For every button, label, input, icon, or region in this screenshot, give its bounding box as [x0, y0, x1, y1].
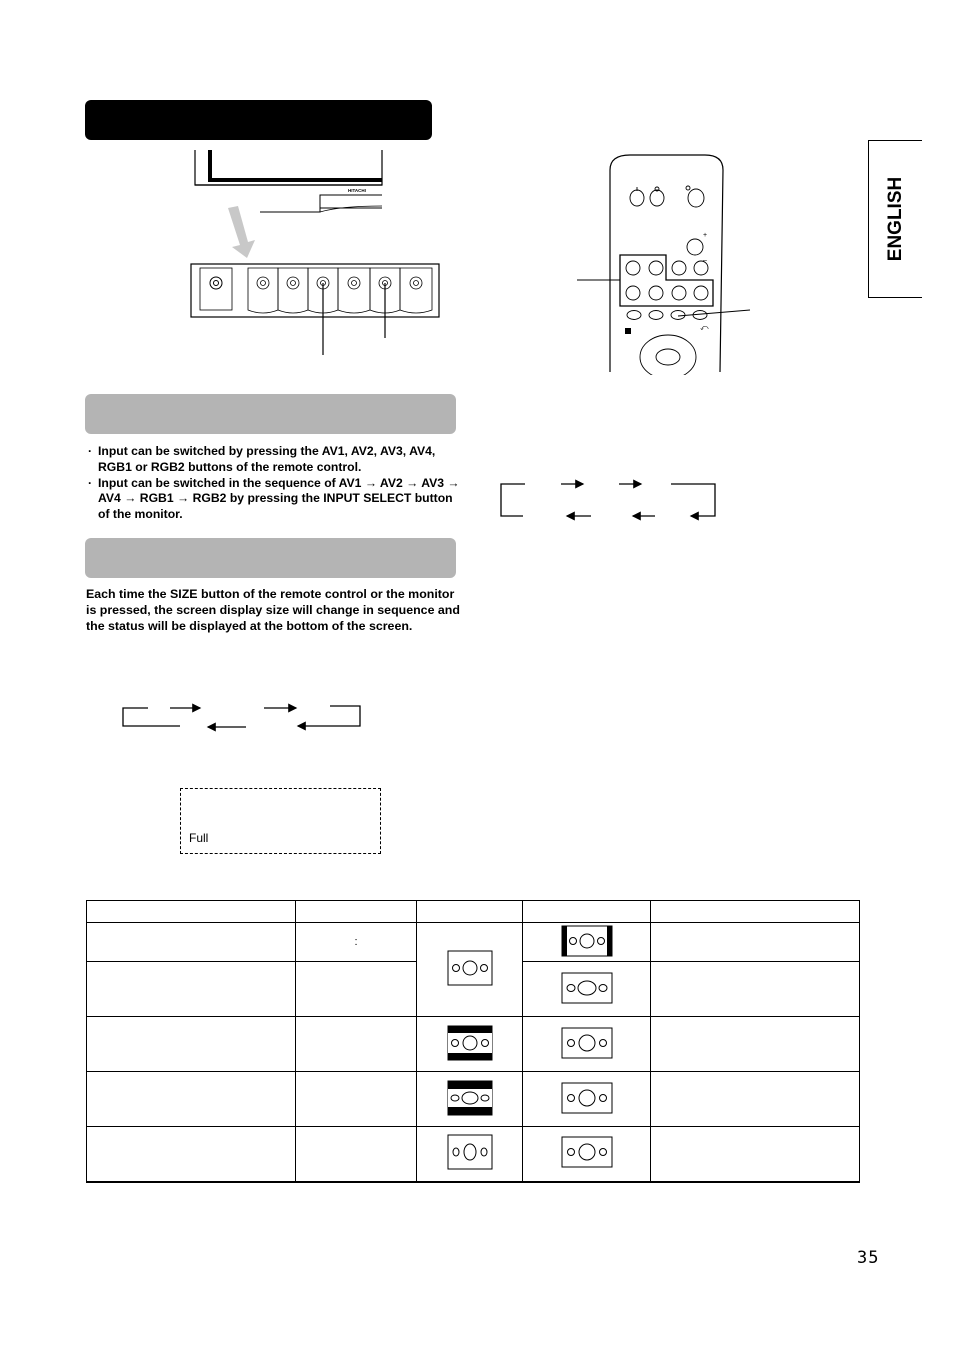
bullet-item — [86, 444, 466, 476]
bullet-item — [86, 476, 466, 523]
bullet-text: Input can be switched in the sequence of AV1 → AV2 → AV3 → AV4 → RGB1 → RGB2 by pressing the INPUT SELECT button of the monitor. — [98, 475, 460, 522]
on-screen-status-box — [180, 788, 381, 854]
source-image-cell — [417, 1017, 523, 1072]
display-image-cell — [523, 1072, 651, 1127]
remote-control-illustration — [575, 150, 775, 375]
display-image-cell — [523, 923, 651, 962]
monitor-brand-logo: HITACHI — [348, 188, 366, 193]
display-image-cell — [523, 1127, 651, 1182]
language-tab-label: ENGLISH — [884, 176, 906, 262]
display-image-cell — [523, 962, 651, 1017]
source-image-cell — [417, 1127, 523, 1182]
svg-text:+: + — [703, 232, 708, 239]
table-cell — [296, 923, 417, 962]
table-row — [87, 1017, 860, 1072]
input-select-bullets — [86, 444, 466, 523]
display-zoom2-image — [561, 1082, 613, 1114]
display-image-cell — [523, 1017, 651, 1072]
input-select-section-bar — [85, 394, 456, 434]
table-header-row — [87, 901, 860, 923]
display-zoom-image — [561, 1027, 613, 1059]
bullet-text: Input can be switched by pressing the AV1, AV2, AV3, AV4, RGB1 or RGB2 buttons of the remote control. — [98, 444, 436, 474]
display-full-image — [561, 972, 613, 1004]
size-sequence-diagram — [118, 698, 368, 734]
input-sequence-diagram — [495, 476, 725, 522]
source-image-cell — [417, 1072, 523, 1127]
ratio-colon: : — [354, 936, 358, 948]
source-squeezed-letterbox-image — [447, 1080, 493, 1116]
svg-text:–: – — [703, 257, 707, 264]
display-full2-image — [561, 1136, 613, 1168]
svg-text:⤺: ⤺ — [700, 323, 709, 332]
size-mode-table — [86, 900, 860, 1183]
source-squeezed-image — [447, 1134, 493, 1170]
table-row — [87, 923, 860, 962]
monitor-illustration — [180, 150, 450, 375]
size-section-bar — [85, 538, 456, 578]
bullet-marker: · — [88, 444, 93, 458]
source-4x3-image — [447, 950, 493, 986]
page-number: 35 — [857, 1248, 880, 1268]
language-tab — [868, 140, 922, 298]
bullet-marker: · — [88, 475, 93, 490]
table-row — [87, 1072, 860, 1127]
source-letterbox-image — [447, 1025, 493, 1061]
size-description: Each time the SIZE button of the remote control or the monitor is pressed, the screen display size will change in sequence and the status will be displayed at the bottom of the screen. — [86, 587, 460, 633]
table-row — [87, 1127, 860, 1182]
display-pillarbox-image — [561, 925, 613, 957]
size-status-text: Full — [189, 831, 209, 845]
source-image-cell — [417, 923, 523, 1017]
section-title-bar — [85, 100, 432, 140]
